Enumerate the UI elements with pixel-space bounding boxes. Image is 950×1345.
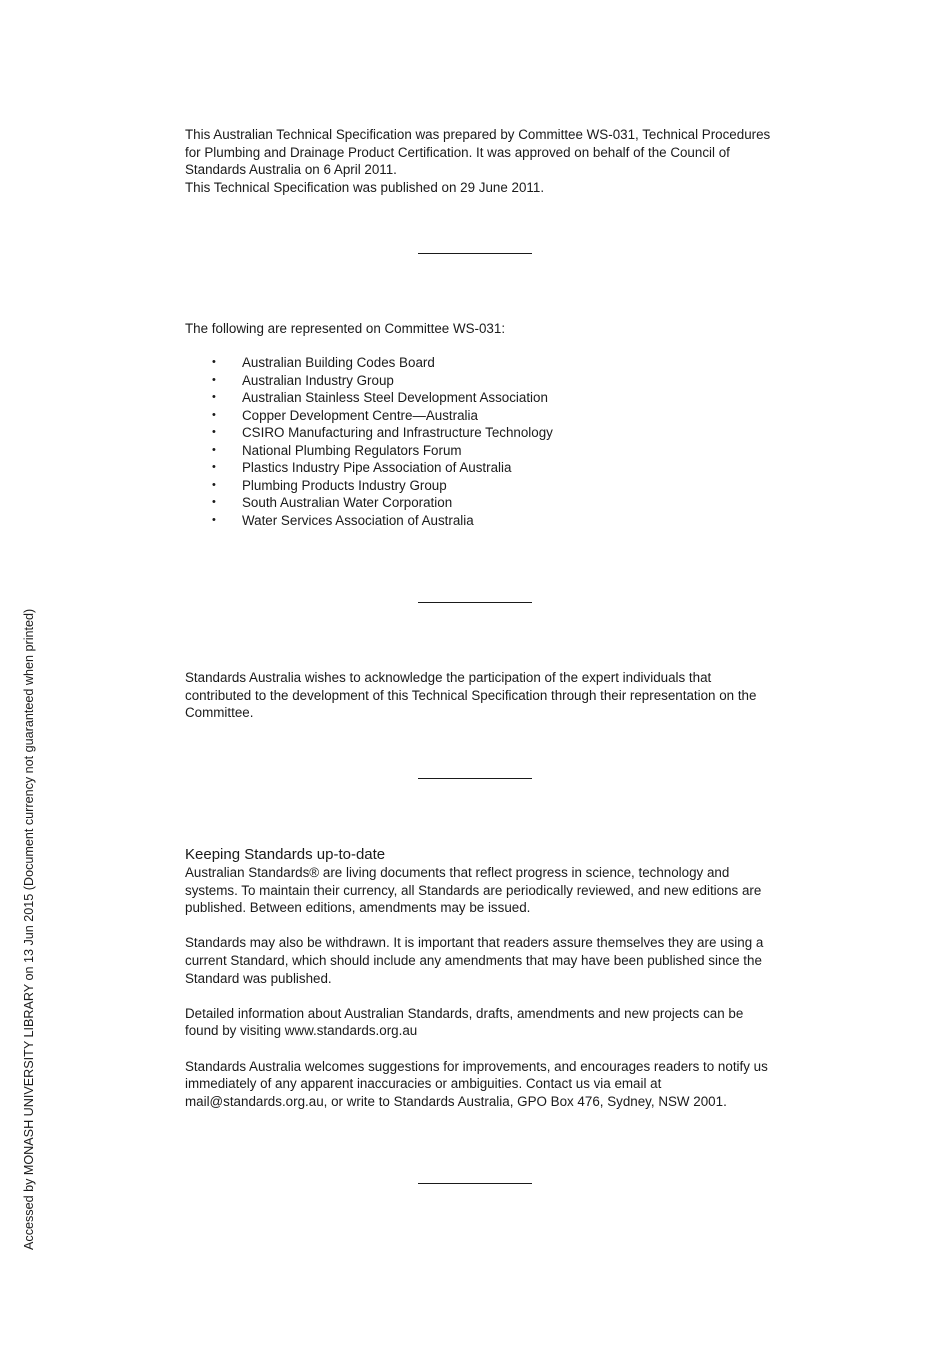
list-item <box>212 389 772 407</box>
organisation-name: CSIRO Manufacturing and Infrastructure Technology <box>242 425 553 441</box>
list-item <box>212 407 772 425</box>
committee-organisation-list <box>212 354 772 529</box>
list-item <box>212 372 772 390</box>
publication-date-text: This Technical Specification was published on 29 June 2011. <box>185 179 545 195</box>
living-documents-paragraph: Australian Standards® are living documents that reflect progress in science, technology and systems. To maintain their currency, all Standards are periodically reviewed, and new editions are published. Between editions, amendments may be issued. <box>185 865 762 916</box>
organisation-name: Plumbing Products Industry Group <box>242 477 447 493</box>
keeping-standards-heading: Keeping Standards up-to-date <box>185 846 386 863</box>
intro-statement <box>185 126 775 196</box>
list-item <box>212 512 772 530</box>
keeping-standards-section <box>185 846 775 1128</box>
bullet-icon: • <box>212 391 216 404</box>
organisation-name: South Australian Water Corporation <box>242 495 453 511</box>
section-divider <box>418 602 532 603</box>
organisation-name: Australian Building Codes Board <box>242 355 435 370</box>
list-item <box>212 494 772 512</box>
list-item <box>212 354 772 372</box>
organisation-name: Australian Industry Group <box>242 372 394 388</box>
organisation-name: Plastics Industry Pipe Association of Australia <box>242 460 512 476</box>
list-item <box>212 424 772 442</box>
bullet-icon: • <box>212 356 216 368</box>
organisation-name: Australian Stainless Steel Development Association <box>242 390 548 406</box>
bullet-icon: • <box>212 443 216 456</box>
bullet-icon: • <box>212 496 216 509</box>
list-item <box>212 442 772 460</box>
bullet-icon: • <box>212 426 216 439</box>
bullet-icon: • <box>212 513 216 526</box>
approval-text: This Australian Technical Specification was prepared by Committee WS-031, Technical Procedures for Plumbing and Drainage Product Certification. It was approved on behalf of the Council of Standards Australia on 6 April 2011. <box>185 127 771 178</box>
bullet-icon: • <box>212 461 216 474</box>
bullet-icon: • <box>212 408 216 421</box>
section-divider <box>418 1183 532 1184</box>
acknowledgement-text: Standards Australia wishes to acknowledge the participation of the expert individuals that contributed to the development of this Technical Specification through their representation on the Committee. <box>185 670 757 721</box>
suggestions-paragraph: Standards Australia welcomes suggestions for improvements, and encourages readers to notify us immediately of any apparent inaccuracies or ambiguities. Contact us via email at mail@standards.org.au, or write to Standards Australia, GPO Box 476, Sydney, NSW 2001. <box>185 1058 768 1109</box>
section-divider <box>418 778 532 779</box>
withdrawn-paragraph: Standards may also be withdrawn. It is important that readers assure themselves they are using a current Standard, which should include any amendments that may have been published since the Standard was published. <box>185 935 764 986</box>
information-paragraph: Detailed information about Australian Standards, drafts, amendments and new projects can be found by visiting www.standards.org.au <box>185 1005 744 1039</box>
list-item <box>212 459 772 477</box>
committee-lead-text: The following are represented on Committee WS-031: <box>185 321 506 336</box>
bullet-icon: • <box>212 373 216 386</box>
organisation-name: Copper Development Centre—Australia <box>242 407 478 423</box>
organisation-name: Water Services Association of Australia <box>242 512 474 528</box>
bullet-icon: • <box>212 478 216 491</box>
section-divider <box>418 253 532 254</box>
list-item <box>212 477 772 495</box>
access-watermark-text: Accessed by MONASH UNIVERSITY LIBRARY on 13 Jun 2015 (Document currency not guaranteed when printed) <box>22 608 36 1250</box>
organisation-name: National Plumbing Regulators Forum <box>242 442 462 458</box>
